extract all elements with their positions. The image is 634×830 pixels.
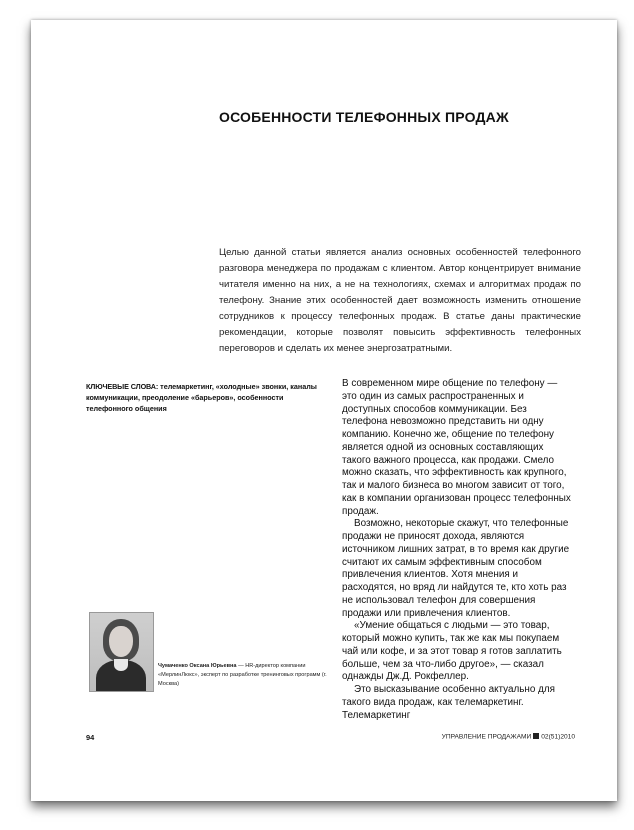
keywords-text: телемаркетинг, «холодные» звонки, каналы коммуникации, преодоление «барьеров», особенности телефонного общения: [86, 382, 317, 413]
body-paragraph: Возможно, некоторые скажут, что телефонные продажи не приносят дохода, являются источником лишних затрат, в то время как другие считают их самым эффективным способом привлечения клиентов. Хотя мнения и расходятся, но вряд ли найдутся те, кто хоть раз не использовал телефон для совершения продажи или привлечения клиентов.: [342, 518, 570, 619]
journal-name: УПРАВЛЕНИЕ ПРОДАЖАМИ: [441, 733, 532, 741]
article-title: ОСОБЕННОСТИ ТЕЛЕФОННЫХ ПРОДАЖ: [219, 109, 509, 125]
page-number: 94: [86, 733, 95, 742]
issue-number: 02(51)2010: [541, 733, 575, 741]
author-bio: — HR-директор компании «МерлинЛюкс», эксперт по разработке тренинговых программ (г. Москва): [158, 663, 327, 687]
keywords-label: КЛЮЧЕВЫЕ СЛОВА:: [86, 382, 159, 391]
article-body: [342, 378, 574, 722]
magazine-page: [31, 20, 617, 801]
square-separator-icon: [533, 733, 539, 739]
journal-footer: [442, 733, 575, 741]
author-info: [158, 662, 328, 689]
body-paragraph: В современном мире общение по телефону — это один из самых распространенных и доступных способов коммуникации. Без телефона невозможно представить ни одну компанию. Конечно же, общение по телефону является одной из основных составляющих такого важного процесса, как продажи. Смело можно сказать, что эффективность как крупного, так и малого бизнеса во многом зависит от того, как в компании организован процесс телефонных продаж.: [342, 378, 571, 517]
article-abstract: Целью данной статьи является анализ основных особенностей телефонного разговора менеджера по продажам с клиентом. Автор концентрирует внимание читателя именно на них, а не на технологиях, схемах и алгоритмах продаж по телефону. Знание этих особенностей дает возможность изменить отношение сотрудников к процессу телефонных продаж. В статье даны практические рекомендации, которые позволят повысить эффективность телефонных переговоров и сделать их менее энергозатратными.: [219, 247, 581, 354]
body-paragraph: «Умение общаться с людьми — это товар, который можно купить, так же как мы покупаем чай или кофе, и за этот товар я готов заплатить больше, чем за что-либо другое», — сказал однажды Дж.Д. Рокфеллер.: [342, 620, 562, 683]
author-name: Чумаченко Оксана Юрьевна: [158, 663, 237, 669]
body-paragraph: Это высказывание особенно актуально для такого вида продаж, как телемаркетинг. Телемаркетинг: [342, 684, 555, 721]
keywords-block: [86, 381, 321, 414]
author-photo: [89, 612, 154, 692]
